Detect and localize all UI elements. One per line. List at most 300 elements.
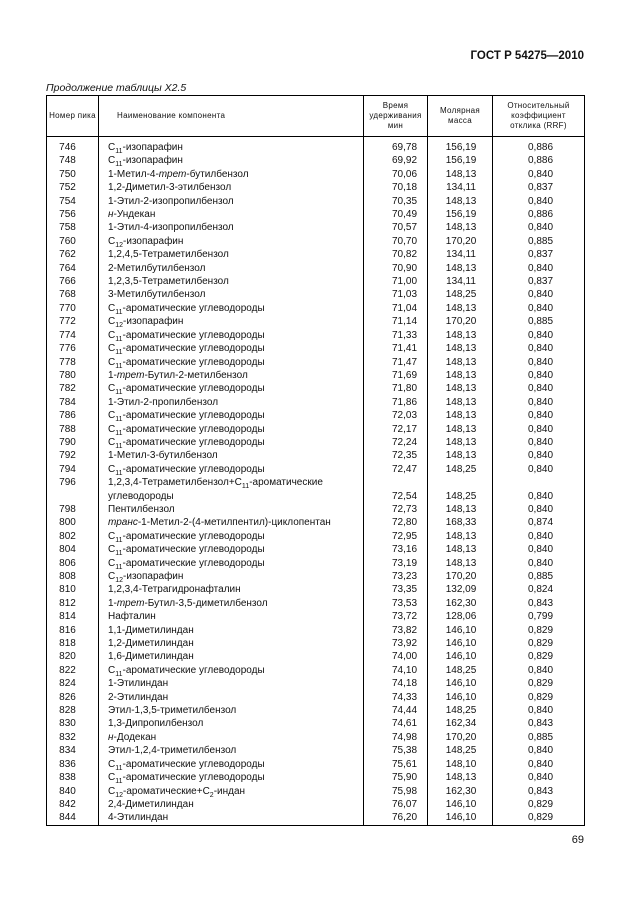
retention-time-cell: 71,80: [364, 382, 428, 395]
component-name-cell: н-Ундекан: [99, 208, 364, 221]
peak-number-cell: 784: [47, 396, 99, 409]
molar-mass-cell: 162,30: [428, 597, 493, 610]
retention-time-cell: 70,57: [364, 221, 428, 234]
table-row: [47, 463, 585, 476]
peak-number-cell: 818: [47, 637, 99, 650]
component-name-cell: 2-Метилбутилбензол: [99, 262, 364, 275]
peak-number-cell: 806: [47, 557, 99, 570]
molar-mass-cell: 148,25: [428, 664, 493, 677]
peak-number-cell: 774: [47, 329, 99, 342]
table-row: [47, 208, 585, 221]
rrf-cell: 0,837: [493, 275, 585, 288]
component-name-cell: $C_{12}$-изопарафин: [99, 570, 364, 583]
peak-number-cell: 820: [47, 650, 99, 663]
component-name-cell: 1-Этил-4-изопропилбензол: [99, 221, 364, 234]
table-row: [47, 637, 585, 650]
page-number: 69: [571, 834, 584, 846]
molar-mass-cell: 146,10: [428, 691, 493, 704]
component-name-cell: $C_{11}$-ароматические углеводороды: [99, 329, 364, 342]
retention-time-cell: 71,33: [364, 329, 428, 342]
peak-number-cell: 764: [47, 262, 99, 275]
table-row: [47, 436, 585, 449]
retention-time-cell: 74,00: [364, 650, 428, 663]
table-row: [47, 423, 585, 436]
molar-mass-cell: 148,13: [428, 195, 493, 208]
molar-mass-cell: 148,13: [428, 369, 493, 382]
rrf-cell: 0,840: [493, 329, 585, 342]
rrf-cell: 0,824: [493, 583, 585, 596]
component-name-cell: $C_{11}$-ароматические углеводороды: [99, 463, 364, 476]
peak-number-cell: 808: [47, 570, 99, 583]
component-name-cell: 1,1-Диметилиндан: [99, 624, 364, 637]
table-row: [47, 449, 585, 462]
molar-mass-cell: 148,13: [428, 342, 493, 355]
retention-time-cell: 75,98: [364, 785, 428, 798]
retention-time-cell: 71,04: [364, 302, 428, 315]
rrf-cell: 0,840: [493, 423, 585, 436]
peak-number-cell: 812: [47, 597, 99, 610]
table-row: [47, 516, 585, 529]
component-name-cell: 1,6-Диметилиндан: [99, 650, 364, 663]
table-row: [47, 137, 585, 155]
component-name-cell: 1,2-Диметил-3-этилбензол: [99, 181, 364, 194]
table-row: [47, 704, 585, 717]
retention-time-cell: 70,70: [364, 235, 428, 248]
molar-mass-cell: 170,20: [428, 731, 493, 744]
molar-mass-cell: 148,13: [428, 221, 493, 234]
molar-mass-cell: 168,33: [428, 516, 493, 529]
peak-number-cell: 810: [47, 583, 99, 596]
molar-mass-cell: 148,25: [428, 288, 493, 301]
rrf-cell: 0,840: [493, 704, 585, 717]
rrf-cell: 0,799: [493, 610, 585, 623]
rrf-cell: 0,840: [493, 476, 585, 503]
component-name-cell: 1,2,3,5-Тетраметилбензол: [99, 275, 364, 288]
table-row: [47, 503, 585, 516]
table-row: [47, 168, 585, 181]
table-row: [47, 342, 585, 355]
rrf-cell: 0,840: [493, 463, 585, 476]
molar-mass-cell: 134,11: [428, 181, 493, 194]
rrf-cell: 0,886: [493, 137, 585, 155]
rrf-cell: 0,840: [493, 195, 585, 208]
molar-mass-cell: 134,11: [428, 248, 493, 261]
molar-mass-cell: 128,06: [428, 610, 493, 623]
retention-time-cell: 73,19: [364, 557, 428, 570]
peak-number-cell: 826: [47, 691, 99, 704]
retention-time-cell: 72,73: [364, 503, 428, 516]
retention-time-cell: 72,80: [364, 516, 428, 529]
rrf-cell: 0,886: [493, 154, 585, 167]
retention-time-cell: 74,10: [364, 664, 428, 677]
molar-mass-cell: 148,25: [428, 463, 493, 476]
col-header-rrf: Относительный коэффициент отклика (RRF): [493, 96, 585, 137]
table-row: [47, 677, 585, 690]
peak-number-cell: 844: [47, 811, 99, 825]
molar-mass-cell: 148,13: [428, 262, 493, 275]
molar-mass-cell: 148,25: [428, 744, 493, 757]
rrf-cell: 0,837: [493, 248, 585, 261]
rrf-cell: 0,829: [493, 624, 585, 637]
table-row: [47, 798, 585, 811]
table-row: [47, 235, 585, 248]
table-row: [47, 758, 585, 771]
table-row: [47, 744, 585, 757]
table-row: [47, 731, 585, 744]
table-row: [47, 315, 585, 328]
peak-number-cell: 794: [47, 463, 99, 476]
molar-mass-cell: 146,10: [428, 798, 493, 811]
molar-mass-cell: 148,13: [428, 329, 493, 342]
table-row: [47, 650, 585, 663]
molar-mass-cell: 148,13: [428, 396, 493, 409]
rrf-cell: 0,840: [493, 744, 585, 757]
table-row: [47, 302, 585, 315]
molar-mass-cell: 156,19: [428, 154, 493, 167]
retention-time-cell: 75,61: [364, 758, 428, 771]
component-name-cell: н-Додекан: [99, 731, 364, 744]
retention-time-cell: 72,35: [364, 449, 428, 462]
rrf-cell: 0,885: [493, 731, 585, 744]
molar-mass-cell: 162,30: [428, 785, 493, 798]
molar-mass-cell: 148,25: [428, 704, 493, 717]
table-row: [47, 476, 585, 503]
component-name-cell: 4-Этилиндан: [99, 811, 364, 825]
peak-number-cell: 834: [47, 744, 99, 757]
molar-mass-cell: 170,20: [428, 235, 493, 248]
component-name-cell: 2,4-Диметилиндан: [99, 798, 364, 811]
peak-number-cell: 802: [47, 530, 99, 543]
molar-mass-cell: 162,34: [428, 717, 493, 730]
retention-time-cell: 76,07: [364, 798, 428, 811]
component-name-cell: $C_{11}$-изопарафин: [99, 137, 364, 155]
standard-designation: ГОСТ Р 54275—2010: [470, 50, 584, 62]
retention-time-cell: 71,41: [364, 342, 428, 355]
peak-number-cell: 796: [47, 476, 99, 503]
rrf-cell: 0,840: [493, 288, 585, 301]
col-header-peak-no: Номер пика: [47, 96, 99, 137]
molar-mass-cell: 146,10: [428, 624, 493, 637]
molar-mass-cell: 148,25: [428, 476, 493, 503]
peak-number-cell: 804: [47, 543, 99, 556]
rrf-cell: 0,840: [493, 543, 585, 556]
peak-number-cell: 748: [47, 154, 99, 167]
table-row: [47, 409, 585, 422]
rrf-cell: 0,837: [493, 181, 585, 194]
retention-time-cell: 70,18: [364, 181, 428, 194]
retention-time-cell: 73,72: [364, 610, 428, 623]
component-name-cell: $C_{12}$-изопарафин: [99, 235, 364, 248]
retention-time-cell: 72,03: [364, 409, 428, 422]
retention-time-cell: 70,49: [364, 208, 428, 221]
component-name-cell: Пентилбензол: [99, 503, 364, 516]
molar-mass-cell: 146,10: [428, 677, 493, 690]
rrf-cell: 0,829: [493, 798, 585, 811]
rrf-cell: 0,829: [493, 691, 585, 704]
molar-mass-cell: 148,10: [428, 758, 493, 771]
peak-number-cell: 790: [47, 436, 99, 449]
molar-mass-cell: 148,13: [428, 771, 493, 784]
table-row: [47, 369, 585, 382]
rrf-cell: 0,840: [493, 436, 585, 449]
retention-time-cell: 73,16: [364, 543, 428, 556]
peak-number-cell: 766: [47, 275, 99, 288]
rrf-cell: 0,840: [493, 557, 585, 570]
rrf-cell: 0,829: [493, 650, 585, 663]
retention-time-cell: 72,95: [364, 530, 428, 543]
peak-number-cell: 772: [47, 315, 99, 328]
component-name-cell: $C_{11}$-ароматические углеводороды: [99, 543, 364, 556]
rrf-cell: 0,840: [493, 342, 585, 355]
molar-mass-cell: 134,11: [428, 275, 493, 288]
rrf-cell: 0,843: [493, 717, 585, 730]
peak-number-cell: 838: [47, 771, 99, 784]
molar-mass-cell: 156,19: [428, 208, 493, 221]
table-row: [47, 691, 585, 704]
peak-number-cell: 830: [47, 717, 99, 730]
peak-number-cell: 788: [47, 423, 99, 436]
rrf-cell: 0,840: [493, 503, 585, 516]
peak-number-cell: 760: [47, 235, 99, 248]
peak-number-cell: 792: [47, 449, 99, 462]
components-table: [46, 95, 585, 826]
retention-time-cell: 73,92: [364, 637, 428, 650]
peak-number-cell: 762: [47, 248, 99, 261]
retention-time-cell: 69,92: [364, 154, 428, 167]
table-row: [47, 154, 585, 167]
retention-time-cell: 75,90: [364, 771, 428, 784]
component-name-cell: $C_{11}$-ароматические углеводороды: [99, 423, 364, 436]
retention-time-cell: 74,98: [364, 731, 428, 744]
table-row: [47, 356, 585, 369]
retention-time-cell: 73,35: [364, 583, 428, 596]
table-header-row: [47, 96, 585, 137]
peak-number-cell: 756: [47, 208, 99, 221]
component-name-cell: 1-Этилиндан: [99, 677, 364, 690]
rrf-cell: 0,885: [493, 570, 585, 583]
component-name-cell: $C_{11}$-ароматические углеводороды: [99, 557, 364, 570]
peak-number-cell: 842: [47, 798, 99, 811]
retention-time-cell: 70,90: [364, 262, 428, 275]
molar-mass-cell: 148,13: [428, 168, 493, 181]
molar-mass-cell: 148,13: [428, 409, 493, 422]
peak-number-cell: 776: [47, 342, 99, 355]
table-row: [47, 288, 585, 301]
component-name-cell: Этил-1,3,5-триметилбензол: [99, 704, 364, 717]
table-row: [47, 262, 585, 275]
rrf-cell: 0,885: [493, 315, 585, 328]
rrf-cell: 0,874: [493, 516, 585, 529]
rrf-cell: 0,840: [493, 168, 585, 181]
molar-mass-cell: 148,13: [428, 557, 493, 570]
peak-number-cell: 780: [47, 369, 99, 382]
retention-time-cell: 73,53: [364, 597, 428, 610]
component-name-cell: 1,2,3,4-Тетрагидронафталин: [99, 583, 364, 596]
peak-number-cell: 778: [47, 356, 99, 369]
molar-mass-cell: 170,20: [428, 570, 493, 583]
retention-time-cell: 71,03: [364, 288, 428, 301]
peak-number-cell: 750: [47, 168, 99, 181]
molar-mass-cell: 148,13: [428, 302, 493, 315]
component-name-cell: 1-Метил-3-бутилбензол: [99, 449, 364, 462]
retention-time-cell: 69,78: [364, 137, 428, 155]
molar-mass-cell: 148,13: [428, 449, 493, 462]
peak-number-cell: 786: [47, 409, 99, 422]
molar-mass-cell: 148,13: [428, 423, 493, 436]
table-row: [47, 597, 585, 610]
molar-mass-cell: 156,19: [428, 137, 493, 155]
peak-number-cell: 816: [47, 624, 99, 637]
table-row: [47, 396, 585, 409]
peak-number-cell: 824: [47, 677, 99, 690]
component-name-cell: $C_{11}$-ароматические углеводороды: [99, 356, 364, 369]
rrf-cell: 0,829: [493, 811, 585, 825]
peak-number-cell: 768: [47, 288, 99, 301]
molar-mass-cell: 146,10: [428, 650, 493, 663]
component-name-cell: $C_{11}$-ароматические углеводороды: [99, 771, 364, 784]
retention-time-cell: 75,38: [364, 744, 428, 757]
retention-time-cell: 72,47: [364, 463, 428, 476]
molar-mass-cell: 148,13: [428, 503, 493, 516]
table-row: [47, 717, 585, 730]
rrf-cell: 0,840: [493, 530, 585, 543]
rrf-cell: 0,840: [493, 758, 585, 771]
component-name-cell: $C_{11}$-ароматические углеводороды: [99, 409, 364, 422]
rrf-cell: 0,829: [493, 677, 585, 690]
component-name-cell: Нафталин: [99, 610, 364, 623]
peak-number-cell: 752: [47, 181, 99, 194]
retention-time-cell: 70,82: [364, 248, 428, 261]
component-name-cell: $C_{11}$-ароматические углеводороды: [99, 342, 364, 355]
retention-time-cell: 71,14: [364, 315, 428, 328]
component-name-cell: $C_{11}$-ароматические углеводороды: [99, 758, 364, 771]
rrf-cell: 0,840: [493, 302, 585, 315]
table-row: [47, 664, 585, 677]
retention-time-cell: 71,69: [364, 369, 428, 382]
component-name-cell: $C_{11}$-ароматические углеводороды: [99, 664, 364, 677]
peak-number-cell: 822: [47, 664, 99, 677]
peak-number-cell: 782: [47, 382, 99, 395]
table-row: [47, 248, 585, 261]
table-row: [47, 557, 585, 570]
component-name-cell: 1-Этил-2-изопропилбензол: [99, 195, 364, 208]
table-row: [47, 329, 585, 342]
rrf-cell: 0,843: [493, 597, 585, 610]
rrf-cell: 0,843: [493, 785, 585, 798]
table-row: [47, 181, 585, 194]
rrf-cell: 0,840: [493, 664, 585, 677]
retention-time-cell: 70,35: [364, 195, 428, 208]
component-name-cell: $C_{11}$-ароматические углеводороды: [99, 530, 364, 543]
component-name-cell: 2-Этилиндан: [99, 691, 364, 704]
retention-time-cell: 71,47: [364, 356, 428, 369]
component-name-cell: $C_{12}$-изопарафин: [99, 315, 364, 328]
peak-number-cell: 770: [47, 302, 99, 315]
table-row: [47, 195, 585, 208]
retention-time-cell: 71,00: [364, 275, 428, 288]
rrf-cell: 0,840: [493, 771, 585, 784]
table-row: [47, 811, 585, 825]
table-row: [47, 275, 585, 288]
component-name-cell: транс-1-Метил-2-(4-метилпентил)-циклопентан: [99, 516, 364, 529]
table-row: [47, 771, 585, 784]
component-name-cell: $C_{12}-ароматические+C_2$-индан: [99, 785, 364, 798]
retention-time-cell: 73,82: [364, 624, 428, 637]
component-name-cell: 1-трет-Бутил-2-метилбензол: [99, 369, 364, 382]
table-row: [47, 530, 585, 543]
molar-mass-cell: 148,13: [428, 530, 493, 543]
table-caption: Продолжение таблицы Х2.5: [46, 82, 187, 94]
molar-mass-cell: 148,13: [428, 356, 493, 369]
col-header-molar-mass: Молярная масса: [428, 96, 493, 137]
peak-number-cell: 758: [47, 221, 99, 234]
rrf-cell: 0,885: [493, 235, 585, 248]
component-name-cell: 1-трет-Бутил-3,5-диметилбензол: [99, 597, 364, 610]
rrf-cell: 0,840: [493, 409, 585, 422]
rrf-cell: 0,886: [493, 208, 585, 221]
component-name-cell: $C_{11}$-ароматические углеводороды: [99, 302, 364, 315]
retention-time-cell: 72,17: [364, 423, 428, 436]
retention-time-cell: 70,06: [364, 168, 428, 181]
component-name-cell: 1,3-Дипропилбензол: [99, 717, 364, 730]
peak-number-cell: 828: [47, 704, 99, 717]
molar-mass-cell: 148,13: [428, 543, 493, 556]
retention-time-cell: 74,44: [364, 704, 428, 717]
table-row: [47, 570, 585, 583]
peak-number-cell: 832: [47, 731, 99, 744]
component-name-cell: 1-Метил-4-трет-бутилбензол: [99, 168, 364, 181]
molar-mass-cell: 148,13: [428, 382, 493, 395]
component-name-cell: $C_{11}$-ароматические углеводороды: [99, 382, 364, 395]
table-row: [47, 583, 585, 596]
retention-time-cell: 74,18: [364, 677, 428, 690]
table-row: [47, 221, 585, 234]
molar-mass-cell: 146,10: [428, 637, 493, 650]
peak-number-cell: 754: [47, 195, 99, 208]
component-name-cell: 3-Метилбутилбензол: [99, 288, 364, 301]
retention-time-cell: 74,33: [364, 691, 428, 704]
component-name-cell: 1-Этил-2-пропилбензол: [99, 396, 364, 409]
molar-mass-cell: 148,13: [428, 436, 493, 449]
peak-number-cell: 798: [47, 503, 99, 516]
col-header-retention: Время удерживания мин: [364, 96, 428, 137]
peak-number-cell: 840: [47, 785, 99, 798]
rrf-cell: 0,829: [493, 637, 585, 650]
retention-time-cell: 74,61: [364, 717, 428, 730]
component-name-cell: $1,2,3,4-Тетраметилбензол+C_{11}$-ароматические углеводороды: [99, 476, 364, 503]
rrf-cell: 0,840: [493, 396, 585, 409]
table-row: [47, 543, 585, 556]
rrf-cell: 0,840: [493, 449, 585, 462]
component-name-cell: Этил-1,2,4-триметилбензол: [99, 744, 364, 757]
component-name-cell: 1,2-Диметилиндан: [99, 637, 364, 650]
retention-time-cell: 72,24: [364, 436, 428, 449]
molar-mass-cell: 170,20: [428, 315, 493, 328]
retention-time-cell: 73,23: [364, 570, 428, 583]
table-row: [47, 610, 585, 623]
table-row: [47, 382, 585, 395]
peak-number-cell: 814: [47, 610, 99, 623]
peak-number-cell: 800: [47, 516, 99, 529]
rrf-cell: 0,840: [493, 221, 585, 234]
rrf-cell: 0,840: [493, 262, 585, 275]
table-row: [47, 785, 585, 798]
col-header-name: Наименование компонента: [99, 96, 364, 137]
retention-time-cell: 71,86: [364, 396, 428, 409]
retention-time-cell: 76,20: [364, 811, 428, 825]
peak-number-cell: 836: [47, 758, 99, 771]
rrf-cell: 0,840: [493, 369, 585, 382]
